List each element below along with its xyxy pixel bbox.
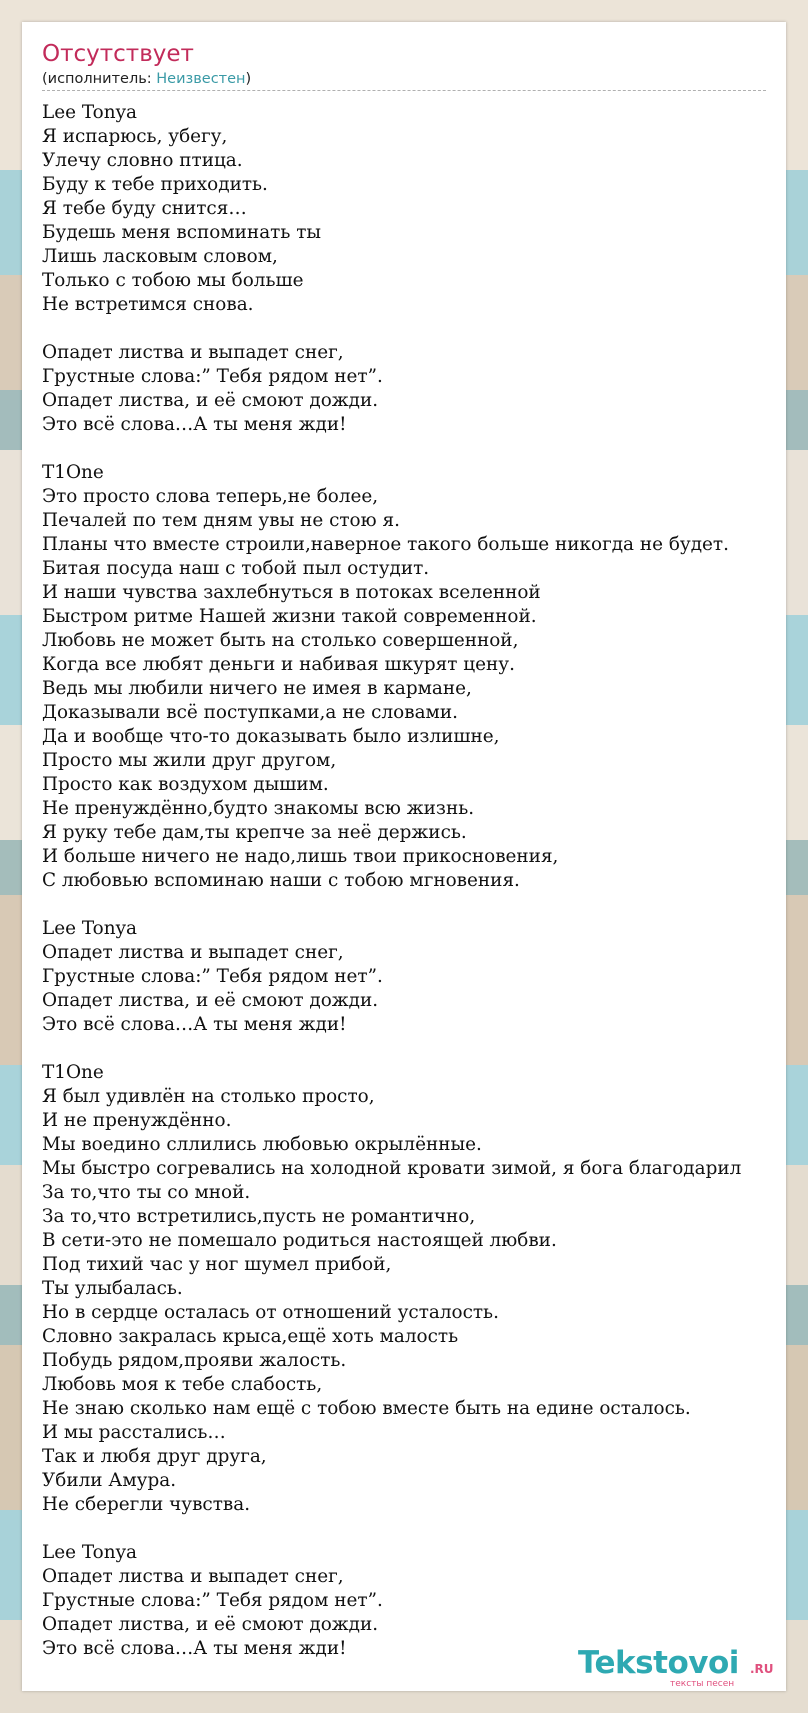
lyric-line: Когда все любят деньги и набивая шкурят цену. (42, 654, 515, 675)
lyric-line: За то,что ты со мной. (42, 1182, 251, 1203)
lyric-line: Буду к тебе приходить. (42, 174, 268, 195)
lyric-line: Только с тобою мы больше (42, 270, 304, 291)
lyric-line: Это всё слова…А ты меня жди! (42, 1014, 347, 1035)
lyrics-stanza (42, 917, 786, 1037)
lyric-line: Lee Tonya (42, 918, 137, 939)
lyric-line: T1One (42, 1062, 104, 1083)
lyric-line: Под тихий час у ног шумел прибой, (42, 1254, 392, 1275)
lyric-line: Просто как воздухом дышим. (42, 774, 329, 795)
lyric-line: Так и любя друг друга, (42, 1446, 267, 1467)
lyric-line: Опадет листва и выпадет снег, (42, 942, 344, 963)
logo-tld: .RU (750, 1662, 774, 1676)
lyric-line: Словно закралась крыса,ещё хоть малость (42, 1326, 459, 1347)
lyric-line: Любовь моя к тебе слабость, (42, 1374, 323, 1395)
lyric-line: За то,что встретились,пусть не романтично, (42, 1206, 476, 1227)
logo-name: Tekstovoi (578, 1645, 739, 1681)
lyric-line: Лишь ласковым словом, (42, 246, 278, 267)
lyric-line: Ведь мы любили ничего не имея в кармане, (42, 678, 472, 699)
lyric-line: Мы воедино сллились любовью окрылённые. (42, 1134, 482, 1155)
lyric-line: В сети-это не помешало родиться настоящей любви. (42, 1230, 557, 1251)
lyric-line: Опадет листва, и её смоют дожди. (42, 990, 379, 1011)
lyric-line: Грустные слова:” Тебя рядом нет”. (42, 966, 383, 987)
lyric-line: Не пренуждённо,будто знакомы всю жизнь. (42, 798, 475, 819)
lyric-line: Будешь меня вспоминать ты (42, 222, 322, 243)
lyric-line: Я тебе буду снится… (42, 198, 247, 219)
lyric-line: С любовью вспоминаю наши с тобою мгновения. (42, 870, 520, 891)
lyric-line: Доказывали всё поступками,а не словами. (42, 702, 458, 723)
lyric-line: Lee Tonya (42, 1542, 137, 1563)
lyric-line: Это всё слова…А ты меня жди! (42, 1638, 347, 1659)
lyric-line: Убили Амура. (42, 1470, 177, 1491)
lyric-line: Улечу словно птица. (42, 150, 243, 171)
lyric-line: Я был удивлён на столько просто, (42, 1086, 375, 1107)
lyrics-text (42, 101, 786, 1685)
lyric-line: Быстром ритме Нашей жизни такой современной. (42, 606, 537, 627)
lyric-line: T1One (42, 462, 104, 483)
lyric-line: И не пренуждённо. (42, 1110, 232, 1131)
lyric-line: Просто мы жили друг другом, (42, 750, 337, 771)
artist-suffix: ) (245, 71, 252, 87)
lyric-line: Но в сердце осталась от отношений усталость. (42, 1302, 499, 1323)
title-divider (42, 90, 766, 91)
lyric-line: Опадет листва, и её смоют дожди. (42, 390, 379, 411)
lyric-line: Битая посуда наш с тобой пыл остудит. (42, 558, 430, 579)
lyric-line: Мы быстро согревались на холодной кровати зимой, я бога благодарил (42, 1158, 742, 1179)
lyric-line: Я руку тебе дам,ты крепче за неё держись. (42, 822, 467, 843)
site-logo[interactable] (578, 1645, 778, 1692)
lyric-line: Lee Tonya (42, 102, 137, 123)
lyrics-stanza (42, 341, 786, 437)
lyric-line: Любовь не может быть на столько совершенной, (42, 630, 519, 651)
lyric-line: Печалей по тем дням увы не стою я. (42, 510, 400, 531)
artist-line (42, 71, 251, 88)
lyric-line: И больше ничего не надо,лишь твои прикосновения, (42, 846, 559, 867)
song-title: Отсутствует (42, 41, 194, 67)
lyrics-stanza (42, 1541, 786, 1661)
lyrics-stanza (42, 1061, 786, 1517)
lyric-line: Опадет листва и выпадет снег, (42, 1566, 344, 1587)
logo-tagline: тексты песен (670, 1679, 735, 1689)
lyric-line: Не встретимся снова. (42, 294, 254, 315)
lyrics-card (22, 22, 786, 1691)
lyric-line: Грустные слова:” Тебя рядом нет”. (42, 366, 383, 387)
lyric-line: Планы что вместе строили,наверное такого больше никогда не будет. (42, 534, 729, 555)
lyric-line: Да и вообще что-то доказывать было излишне, (42, 726, 500, 747)
lyric-line: Это всё слова…А ты меня жди! (42, 414, 347, 435)
lyric-line: Я испарюсь, убегу, (42, 126, 228, 147)
lyric-line: Ты улыбалась. (42, 1278, 183, 1299)
lyric-line: Не знаю сколько нам ещё с тобою вместе быть на едине осталось. (42, 1398, 691, 1419)
lyric-line: Опадет листва, и её смоют дожди. (42, 1614, 379, 1635)
lyric-line: Побудь рядом,прояви жалость. (42, 1350, 347, 1371)
artist-link[interactable]: Неизвестен (156, 71, 246, 87)
lyric-line: Грустные слова:” Тебя рядом нет”. (42, 1590, 383, 1611)
lyric-line: И наши чувства захлебнуться в потоках вселенной (42, 582, 541, 603)
lyrics-stanza (42, 101, 786, 317)
lyric-line: Это просто слова теперь,не более, (42, 486, 379, 507)
artist-prefix: (исполнитель: (42, 71, 157, 87)
lyric-line: Опадет листва и выпадет снег, (42, 342, 344, 363)
lyrics-stanza (42, 461, 786, 893)
lyric-line: И мы расстались… (42, 1422, 226, 1443)
lyric-line: Не сберегли чувства. (42, 1494, 251, 1515)
